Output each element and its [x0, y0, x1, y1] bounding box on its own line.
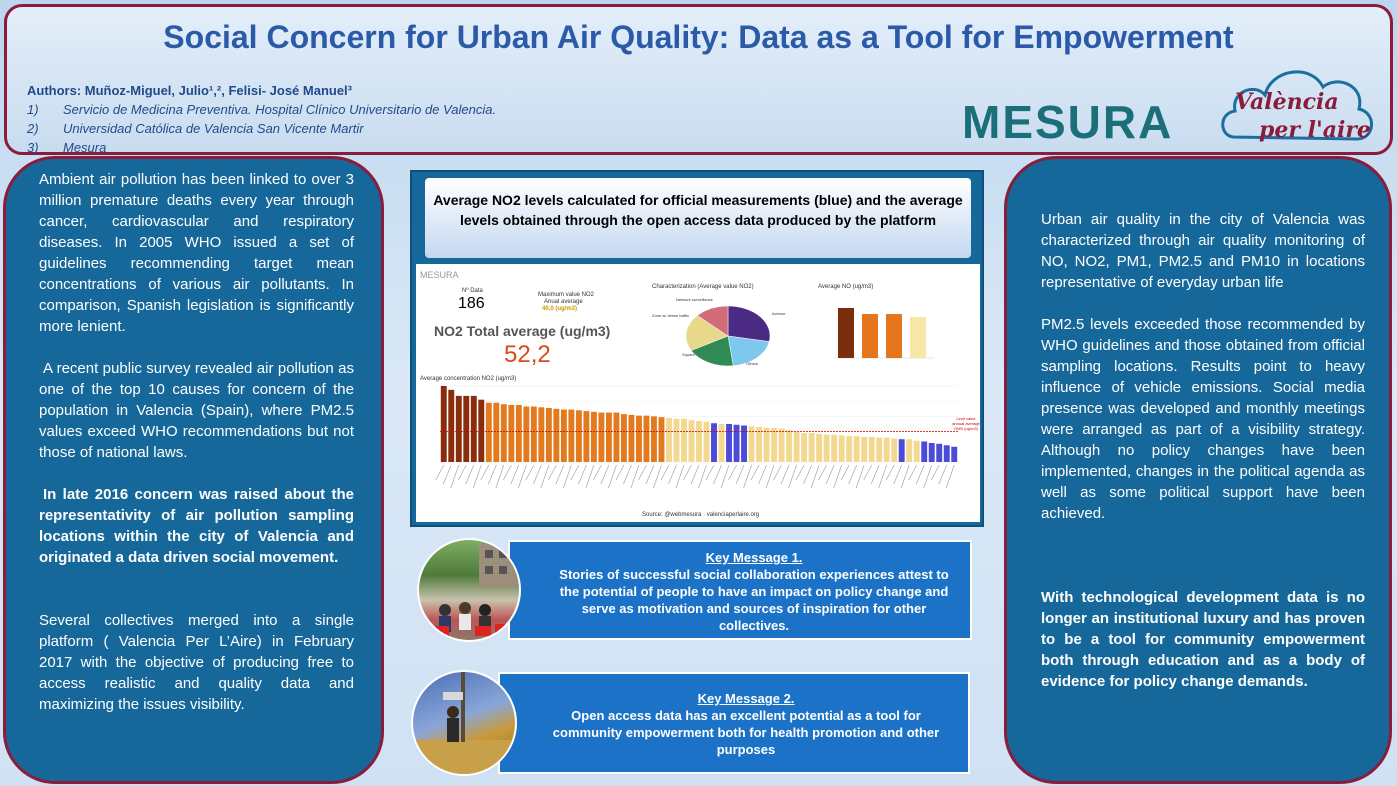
results-paragraph: PM2.5 levels exceeded those recommended by WHO guidelines and those obtained from official sampling locations. Results point to heavy influence of vehicle emissions. Social media presence was developed and monthly meetings were arranged as part of a visibility strategy. Although no policy changes have been implemented, changes in the political agenda as well as some political support have been achieved. [1041, 316, 1365, 522]
no2-bar [764, 428, 770, 462]
no2-bar [704, 422, 710, 462]
x-tick-label [623, 465, 631, 484]
x-tick-label [939, 465, 947, 484]
no2-bar [951, 447, 957, 462]
x-tick-label [683, 465, 691, 480]
no2-bar [779, 429, 785, 462]
no2-bar [786, 430, 792, 462]
x-tick-label [601, 465, 609, 484]
x-tick-label [578, 465, 586, 484]
no2-bar [846, 436, 852, 462]
no2-bar [553, 409, 559, 462]
no2-bar [854, 436, 860, 462]
no2-bar [636, 416, 642, 462]
no2-bar [591, 412, 597, 462]
x-tick-label [541, 465, 549, 488]
x-tick-label [886, 465, 894, 480]
key-message-1-box [508, 540, 972, 640]
x-tick-label [766, 465, 774, 488]
x-tick-label [466, 465, 474, 484]
header-banner [4, 4, 1393, 155]
no2-bar [538, 407, 544, 462]
dashboard-brand: MESURA [420, 270, 459, 280]
x-tick-label [804, 465, 812, 484]
no2-bar [463, 396, 469, 462]
x-tick-label [556, 465, 564, 484]
chart-heading: Average NO2 levels calculated for official measurements (blue) and the average levels obtained through the open access data produced by the platform [425, 178, 971, 258]
no2-bar [921, 441, 927, 462]
x-tick-label [871, 465, 879, 484]
affiliation-1: 1) Servicio de Medicina Preventiva. Hospital Clínico Universitario de Valencia. [27, 102, 497, 117]
collaboration-photo [417, 538, 521, 642]
total-average-value: 52,2 [504, 341, 551, 368]
no2-bar [643, 416, 649, 462]
no2-bar [809, 433, 815, 462]
x-tick-label [458, 465, 466, 480]
no2-bar-chart [420, 382, 976, 510]
small-bar [886, 314, 902, 358]
no2-bar [816, 434, 822, 462]
no2-bar [944, 445, 950, 462]
right-text-panel [1004, 156, 1392, 784]
no2-bar [493, 403, 499, 462]
x-tick-label [946, 465, 954, 488]
no2-bar [523, 407, 529, 462]
no2-bar [651, 416, 657, 462]
no2-bar [756, 427, 762, 462]
small-bar [910, 317, 926, 358]
x-tick-label [774, 465, 782, 480]
x-tick-label [661, 465, 669, 480]
no2-bar [628, 415, 634, 462]
pie-label-square: Square [682, 352, 695, 357]
no2-bar [801, 433, 807, 462]
key-message-2-text: Open access data has an excellent potential as a tool for community empowerment both for health promotion and other purposes [552, 708, 940, 757]
author-names: Authors: Muñoz-Miguel, Julio¹,², Felisi- José Manuel³ [27, 83, 352, 98]
no2-bar [869, 437, 875, 462]
x-tick-label [676, 465, 684, 488]
x-tick-label [533, 465, 541, 484]
sensor-install-photo [411, 670, 517, 776]
no2-bar [456, 396, 462, 462]
x-tick-label [916, 465, 924, 484]
x-tick-label [856, 465, 864, 488]
no2-bar [448, 390, 454, 462]
limit-label: Limit value annual average OMS (ug/m3) [952, 416, 980, 431]
x-tick-label [811, 465, 819, 488]
no2-bar [478, 400, 484, 462]
no-bar-chart [818, 292, 938, 378]
x-tick-label [616, 465, 624, 480]
key-message-2-title: Key Message 2. [697, 691, 795, 706]
no2-bar [471, 396, 477, 462]
no2-chart-frame [410, 170, 984, 527]
x-tick-label [879, 465, 887, 488]
x-tick-label [503, 465, 511, 480]
no2-bar [884, 438, 890, 462]
pie-label-network: Network surveillance [676, 297, 713, 302]
small-bar [862, 314, 878, 358]
max-value-sub: Anual average [544, 299, 583, 305]
n-data-value: 186 [458, 295, 485, 312]
no2-bar [606, 413, 612, 462]
no2-bar [561, 410, 567, 462]
x-tick-label [864, 465, 872, 480]
no2-bar [719, 424, 725, 462]
x-tick-label [729, 465, 737, 480]
conclusion-paragraph: With technological development data is no longer an institutional luxury and has proven to be a tool for community empowerment both through education and as a body of evidence for policy change demands. [1041, 589, 1365, 690]
x-tick-label [894, 465, 902, 484]
x-tick-label [819, 465, 827, 480]
no2-bar [794, 432, 800, 462]
x-tick-label [834, 465, 842, 488]
x-tick-label [443, 465, 451, 484]
authors-block [27, 83, 496, 157]
no2-bar [501, 404, 507, 462]
x-tick-label [931, 465, 939, 480]
no2-bar [486, 403, 492, 462]
x-tick-label [721, 465, 729, 488]
no2-bar [734, 425, 740, 462]
x-tick-label [826, 465, 834, 484]
no2-bar [666, 418, 672, 462]
no2-bar [936, 444, 942, 462]
no2-bar [914, 441, 920, 462]
no2-bar [568, 410, 574, 462]
x-tick-label [548, 465, 556, 480]
x-tick-label [706, 465, 714, 480]
no2-bar [516, 405, 522, 462]
concern-paragraph: In late 2016 concern was raised about the representativity of air pollution sampling locations within the city of Valencia and originated a data driven social movement. [39, 486, 354, 566]
no2-bar [929, 443, 935, 462]
x-tick-label [436, 465, 444, 480]
no2-bar [598, 413, 604, 462]
no2-bar [824, 435, 830, 462]
key-message-1-title: Key Message 1. [705, 550, 803, 565]
x-tick-label [759, 465, 767, 484]
affiliation-2: 2) Universidad Católica de Valencia San Vicente Martir [27, 121, 364, 136]
x-tick-label [496, 465, 504, 488]
x-tick-label [511, 465, 519, 484]
x-tick-label [751, 465, 759, 480]
x-tick-label [849, 465, 857, 484]
poster-title: Social Concern for Urban Air Quality: Data as a Tool for Empowerment [163, 19, 1234, 55]
x-tick-label [586, 465, 594, 488]
x-tick-label [518, 465, 526, 488]
no2-bar [576, 410, 582, 462]
x-tick-label [646, 465, 654, 484]
no2-bar [441, 386, 447, 462]
platform-paragraph: Several collectives merged into a single platform ( Valencia Per L’Aire) in February 2017 with the objective of producing free to access realistic and quality data and maximizing the issues visibility. [39, 612, 354, 713]
no2-bar [726, 424, 732, 462]
no2-bar [876, 438, 882, 462]
no2-bar [546, 408, 552, 462]
no2-bar [613, 413, 619, 462]
no2-bar [689, 420, 695, 462]
x-tick-label [714, 465, 722, 484]
x-tick-label [563, 465, 571, 488]
x-tick-label [653, 465, 661, 488]
big-bar-title: Average concentration NO2 (ug/m3) [420, 376, 517, 382]
no2-bar [508, 405, 514, 462]
x-tick-label [608, 465, 616, 488]
no2-bar [906, 439, 912, 462]
max-value: 40,0 (ug/m3) [542, 306, 578, 312]
x-tick-label [488, 465, 496, 484]
x-tick-label [796, 465, 804, 480]
no2-bar [831, 435, 837, 462]
pie-slice [728, 306, 770, 342]
no2-bar [681, 419, 687, 462]
no2-bar [696, 421, 702, 462]
no2-bar [674, 419, 680, 462]
no2-bar [771, 428, 777, 462]
x-tick-label [691, 465, 699, 484]
x-tick-label [631, 465, 639, 488]
small-bar-title: Average NO (ug/m3) [818, 284, 874, 290]
survey-paragraph: A recent public survey revealed air pollution as one of the top 10 causes for concern of the population in Valencia (Spain), where PM2.5 values exceed WHO recommendations but not those of national laws. [39, 360, 354, 461]
key-message-1-text: Stories of successful social collaboration experiences attest to the potential of people to have an impact on policy change and serve as motivation and sources of inspiration for other collectives. [559, 567, 949, 633]
x-tick-label [789, 465, 797, 488]
no2-bar [741, 426, 747, 462]
x-tick-label [571, 465, 579, 480]
x-tick-label [668, 465, 676, 484]
intro-paragraph: Ambient air pollution has been linked to over 3 million premature deaths every year through cancer, cardiovascular and respiratory diseases. In 2005 WHO issued a set of guidelines recommending target mean concentrations of various air pollutants. In comparison, Spanish legislation is significantly more lenient. [39, 171, 354, 335]
no2-bar [839, 435, 845, 462]
pie-chart [678, 294, 778, 374]
no2-bar [621, 414, 627, 462]
small-bar [838, 308, 854, 358]
x-tick-label [736, 465, 744, 484]
valencia-per-laire-logo: València per l'aire [1219, 55, 1375, 153]
x-tick-label [699, 465, 707, 488]
no2-bar [891, 438, 897, 462]
no2-bar [659, 417, 665, 462]
x-tick-label [901, 465, 909, 488]
x-tick-label [526, 465, 534, 480]
chart-source: Source: @webmesura · valenciaperlaire.org [642, 512, 760, 518]
left-text-panel [3, 156, 384, 784]
x-tick-label [924, 465, 932, 488]
pie-label-others: Others [746, 361, 759, 366]
mesura-logo: MESURA [962, 96, 1174, 148]
dashboard-panel [416, 264, 980, 522]
no2-bar [711, 423, 717, 462]
max-value-label: Maximum value NO2 [538, 292, 595, 298]
no2-bar [861, 437, 867, 462]
pie-label-avenue: Avenue [772, 311, 786, 316]
x-tick-label [451, 465, 459, 488]
x-tick-label [909, 465, 917, 480]
x-tick-label [841, 465, 849, 480]
n-data-label: Nº Data [462, 288, 483, 294]
x-tick-label [481, 465, 489, 480]
x-tick-label [473, 465, 481, 488]
key-message-2-box [498, 672, 970, 774]
x-tick-label [593, 465, 601, 480]
affiliation-3: 3) Mesura [27, 140, 107, 155]
characterization-paragraph: Urban air quality in the city of Valencia was characterized through air quality monitoring of NO, NO2, PM1, PM2.5 and PM10 in locations representative of everyday urban life [1041, 211, 1365, 291]
total-average-label: NO2 Total average (ug/m3) [434, 323, 611, 339]
pie-title: Characterization (Average value NO2) [652, 284, 754, 290]
no2-bar [899, 439, 905, 462]
x-tick-label [781, 465, 789, 484]
pie-label-traffic: Zone w/ dense traffic [652, 313, 690, 318]
x-tick-label [638, 465, 646, 480]
x-tick-label [744, 465, 752, 488]
no2-bar [531, 407, 537, 462]
no2-bar [583, 411, 589, 462]
